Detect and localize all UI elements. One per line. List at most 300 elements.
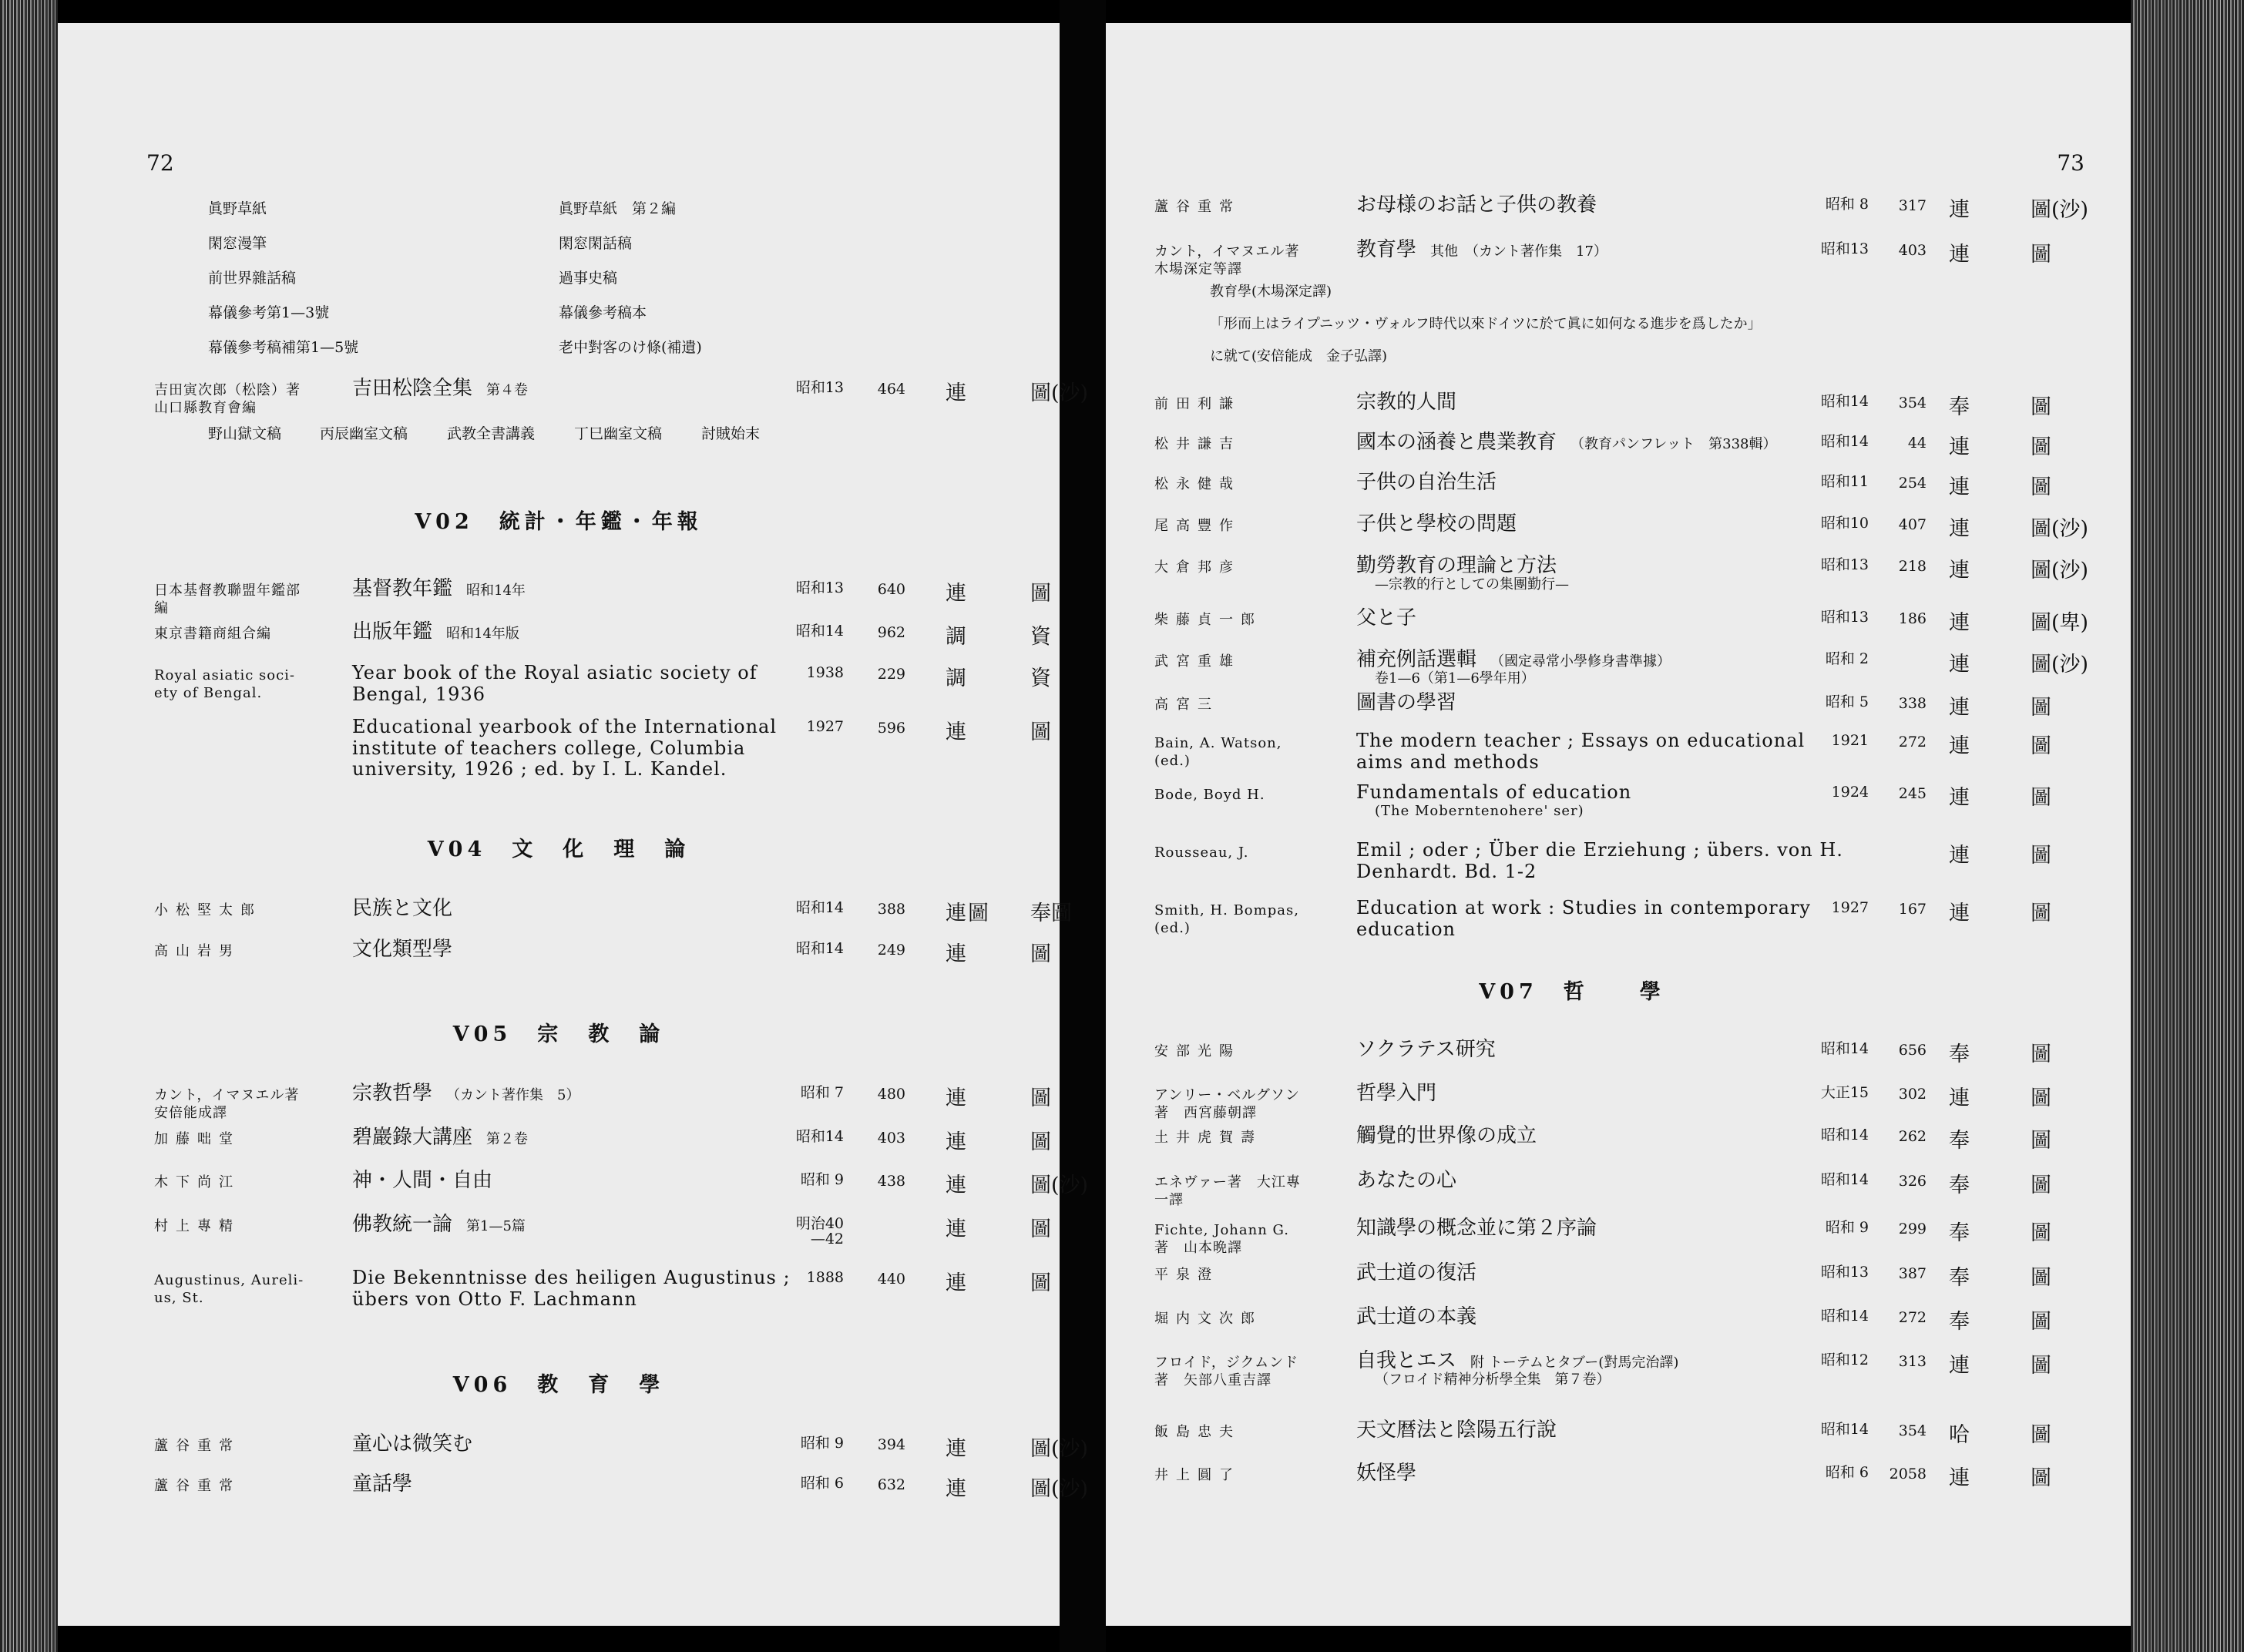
entry-year: 昭和 9 bbox=[800, 1435, 844, 1452]
entry-pages: 326 bbox=[1898, 1173, 1927, 1190]
entry-author: 尾高豐作 bbox=[1154, 518, 1241, 534]
entry-library-mark: 圖 bbox=[2031, 1174, 2051, 1197]
entry-year: 昭和 5 bbox=[1825, 693, 1869, 710]
entry-title bbox=[352, 1127, 830, 1149]
entry-subtitle: 卷1—6（第1—6學年用） bbox=[1375, 670, 1535, 687]
entry-author: 蘆谷重常 bbox=[154, 1478, 240, 1494]
entry-title bbox=[1356, 1306, 1849, 1328]
entry-library-mark: 圖(卑) bbox=[2031, 611, 2089, 635]
intro-line: 閑窓漫筆 bbox=[208, 235, 267, 252]
entry-year: 昭和 6 bbox=[800, 1475, 844, 1492]
entry-library-mark: 圖 bbox=[2031, 1043, 2051, 1066]
entry-library: 調 bbox=[946, 625, 968, 649]
entry-library: 連 bbox=[1949, 696, 1971, 720]
entry-year: 昭和14 bbox=[1820, 1171, 1869, 1188]
entry-library-mark: 圖(沙) bbox=[2031, 559, 2089, 583]
entry-library: 連 bbox=[1949, 611, 1971, 635]
entry-author: Smith, H. Bompas, (ed.) bbox=[1154, 902, 1299, 936]
entry-library: 連 bbox=[1949, 844, 1971, 868]
entry-library: 連 bbox=[1949, 435, 1971, 459]
entry-year: 昭和10 bbox=[1820, 515, 1869, 532]
entry-year: 昭和 2 bbox=[1825, 650, 1869, 667]
entry-year: 昭和11 bbox=[1820, 473, 1869, 490]
entry-title-text: Educational yearbook of the International institute of teachers college, Columbia university, 1926 ; ed. by I. L. Kandel. bbox=[352, 716, 778, 781]
entry-library: 連 bbox=[1949, 902, 1971, 925]
entry-note: 第４卷 bbox=[486, 382, 529, 398]
entry-author: 高宮三 bbox=[1154, 697, 1219, 713]
entry-library: 連 bbox=[1949, 243, 1971, 267]
section-heading-v06: V06 教 育 學 bbox=[452, 1373, 665, 1397]
entry-library-mark: 圖 bbox=[2031, 1423, 2051, 1447]
entry-author: 木下尚江 bbox=[154, 1174, 240, 1190]
entry-library: 連 bbox=[946, 1437, 968, 1461]
entry-title-text: 知識學の概念並に第２序論 bbox=[1356, 1217, 1597, 1240]
entry-title-text: 子供と學校の問題 bbox=[1356, 512, 1517, 536]
entry-pages: 632 bbox=[877, 1476, 905, 1493]
entry-title bbox=[1356, 555, 1849, 592]
entry-library: 連 bbox=[946, 1174, 968, 1197]
entry-title-text: 子供の自治生活 bbox=[1356, 471, 1497, 494]
entry-pages: 317 bbox=[1898, 197, 1927, 214]
yoshida-sub-item: 武教全書講義 bbox=[447, 425, 536, 442]
entry-title bbox=[352, 663, 830, 705]
section-heading-v07: V07 哲 學 bbox=[1479, 980, 1665, 1004]
entry-subtitle: (The Moberntenohere' ser) bbox=[1375, 802, 1584, 819]
entry-library: 連 bbox=[1949, 734, 1971, 758]
page-number: 72 bbox=[146, 150, 174, 176]
entry-title-text: 自我とエス bbox=[1356, 1349, 1457, 1372]
entry-pages: 262 bbox=[1898, 1128, 1927, 1145]
intro-line: 眞野草紙 第２編 bbox=[559, 200, 677, 217]
entry-title bbox=[1356, 1262, 1849, 1284]
entry-title-text: 碧巖錄大講座 bbox=[352, 1126, 473, 1149]
entry-library: 連 bbox=[946, 1217, 968, 1241]
entry-author: カント，イマヌエル著 木場深定等譯 bbox=[1154, 243, 1300, 277]
entry-author: 武宮重雄 bbox=[1154, 653, 1241, 670]
entry-year: 昭和14 bbox=[1820, 433, 1869, 450]
book-gutter bbox=[1060, 0, 1106, 1652]
entry-title-text: 宗教哲學 bbox=[352, 1082, 433, 1105]
entry-year: 1938 bbox=[806, 664, 844, 681]
entry-title bbox=[1356, 840, 1849, 882]
entry-author: 吉田寅次郎（松陰）著 山口縣教育會編 bbox=[154, 382, 301, 416]
entry-year: 昭和 8 bbox=[1825, 196, 1869, 213]
entry-title bbox=[1356, 607, 1849, 630]
entry-title-text: 觸覺的世界像の成立 bbox=[1356, 1124, 1537, 1147]
entry-library-mark: 圖 bbox=[2031, 1466, 2051, 1490]
entry-library: 哈 bbox=[1949, 1423, 1971, 1447]
entry-library-mark: 圖 bbox=[2031, 786, 2051, 810]
entry-library-mark: 圖 bbox=[1030, 1271, 1051, 1295]
entry-title bbox=[1356, 391, 1849, 414]
entry-year: 昭和13 bbox=[795, 579, 844, 596]
entry-pages: 313 bbox=[1898, 1353, 1927, 1370]
left-page bbox=[58, 23, 1089, 1626]
entry-author: Rousseau, J. bbox=[1154, 844, 1249, 861]
book-edge-left bbox=[0, 0, 58, 1652]
entry-pages: 387 bbox=[1898, 1265, 1927, 1282]
entry-title-text: 勤勞教育の理論と方法 bbox=[1356, 554, 1557, 577]
entry-library: 連 bbox=[1949, 1086, 1971, 1110]
entry-title-text: 哲學入門 bbox=[1356, 1082, 1437, 1105]
entry-note: （教育パンフレット 第338輯） bbox=[1570, 436, 1777, 452]
entry-title-text: 出版年鑑 bbox=[352, 620, 433, 643]
entry-library-mark: 圖 bbox=[2031, 435, 2051, 459]
entry-pages: 186 bbox=[1898, 610, 1927, 627]
entry-pages: 596 bbox=[877, 720, 905, 737]
entry-author: 前田利謙 bbox=[1154, 396, 1241, 412]
entry-title-text: Education at work : Studies in contemporary education bbox=[1356, 897, 1811, 940]
entry-library-mark: 圖 bbox=[1030, 942, 1051, 966]
entry-library: 奉 bbox=[1949, 1310, 1971, 1334]
intro-line: 閑窓閑話稿 bbox=[559, 235, 633, 252]
entry-library: 連 bbox=[1949, 1466, 1971, 1490]
entry-title-text: Year book of the Royal asiatic society of Bengal, 1936 bbox=[352, 662, 758, 705]
entry-author: Fichte, Johann G. 著 山本晩譯 bbox=[1154, 1222, 1289, 1256]
entry-title bbox=[352, 1214, 830, 1236]
entry-pages: 167 bbox=[1898, 901, 1927, 918]
entry-year: 1888 bbox=[806, 1269, 844, 1286]
entry-library-mark: 圖 bbox=[2031, 902, 2051, 925]
entry-author: フロイド，ジクムンド 著 矢部八重吉譯 bbox=[1154, 1355, 1299, 1388]
entry-title-text: 父と子 bbox=[1356, 606, 1417, 630]
entry-year: 昭和14 bbox=[795, 899, 844, 916]
entry-author: 蘆谷重常 bbox=[154, 1438, 240, 1454]
entry-pages: 388 bbox=[877, 901, 905, 918]
entry-library: 連 bbox=[946, 1130, 968, 1154]
entry-title-text: The modern teacher ; Essays on educational aims and methods bbox=[1356, 730, 1806, 773]
entry-author: 村上專精 bbox=[154, 1218, 240, 1234]
entry-title bbox=[352, 898, 830, 920]
entry-library: 連 bbox=[1949, 786, 1971, 810]
entry-pages: 394 bbox=[877, 1436, 905, 1453]
entry-title bbox=[1356, 730, 1849, 773]
entry-title-text: 武士道の本義 bbox=[1356, 1305, 1477, 1328]
entry-pages: 403 bbox=[877, 1130, 905, 1147]
entry-title bbox=[1356, 513, 1849, 536]
entry-year: 昭和13 bbox=[1820, 240, 1869, 257]
entry-author: 松井謙吉 bbox=[1154, 436, 1241, 452]
entry-title bbox=[1356, 898, 1849, 940]
yoshida-sub-item: 丙辰幽室文稿 bbox=[320, 425, 408, 442]
entry-library: 奉 bbox=[1949, 1221, 1971, 1245]
entry-pages: 229 bbox=[877, 666, 905, 683]
kant-note-line: に就て(安倍能成 金子弘譯) bbox=[1210, 348, 1388, 364]
entry-year: 昭和13 bbox=[1820, 556, 1869, 573]
entry-year: 1927 bbox=[1831, 899, 1869, 916]
entry-year: 昭和 7 bbox=[800, 1084, 844, 1101]
entry-title-text: 補充例話選輯 bbox=[1356, 648, 1477, 671]
intro-line: 眞野草紙 bbox=[208, 200, 267, 217]
entry-title-text: お母様のお話と子供の教養 bbox=[1356, 193, 1597, 217]
entry-library: 調 bbox=[946, 667, 968, 690]
entry-year: 昭和14 bbox=[1820, 1421, 1869, 1438]
entry-pages: 2058 bbox=[1889, 1466, 1927, 1482]
entry-author: 高山岩男 bbox=[154, 943, 240, 959]
entry-year: 1921 bbox=[1831, 732, 1869, 749]
yoshida-sub-item: 丁巳幽室文稿 bbox=[574, 425, 663, 442]
entry-pages: 272 bbox=[1898, 734, 1927, 750]
entry-year: 昭和14 bbox=[1820, 393, 1869, 410]
entry-title bbox=[352, 1473, 830, 1496]
intro-line: 幕儀參考稿補第1—5號 bbox=[208, 339, 359, 356]
entry-title-text: 圖書の學習 bbox=[1356, 691, 1457, 714]
entry-library-mark: 圖(沙) bbox=[1030, 1174, 1089, 1197]
entry-year: 昭和14 bbox=[795, 1128, 844, 1145]
entry-note: 第２卷 bbox=[486, 1131, 529, 1147]
entry-author: エネヴァー著 大江專 一譯 bbox=[1154, 1174, 1301, 1208]
entry-note: 其他 （カント著作集 17） bbox=[1430, 243, 1607, 260]
entry-library-mark: 資 bbox=[1030, 625, 1051, 649]
entry-author: 井上圓了 bbox=[1154, 1467, 1241, 1483]
entry-pages: 656 bbox=[1898, 1042, 1927, 1059]
entry-author: 日本基督教聯盟年鑑部編 bbox=[154, 583, 301, 616]
entry-title-text: ソクラテス研究 bbox=[1356, 1038, 1496, 1061]
entry-library-mark: 圖 bbox=[2031, 734, 2051, 758]
entry-year: 1927 bbox=[806, 718, 844, 735]
entry-author: Royal asiatic soci- ety of Bengal. bbox=[154, 667, 296, 701]
entry-library-mark: 圖 bbox=[1030, 1086, 1051, 1110]
entry-library-mark: 圖 bbox=[2031, 395, 2051, 419]
entry-title bbox=[352, 578, 830, 600]
entry-library: 連 bbox=[946, 1271, 968, 1295]
entry-library: 奉 bbox=[1949, 1174, 1971, 1197]
entry-title-text: 童心は微笑む bbox=[352, 1432, 473, 1456]
entry-library-mark: 圖(沙) bbox=[1030, 1437, 1089, 1461]
kant-note-line: 「形而上はライプニッツ・ヴォルフ時代以來ドイツに於て眞に如何なる進步を爲したか」 bbox=[1210, 316, 1762, 332]
entry-pages: 640 bbox=[877, 581, 905, 598]
entry-library: 連圖 bbox=[946, 902, 990, 925]
entry-library-mark: 圖 bbox=[2031, 1310, 2051, 1334]
entry-year: 昭和14 bbox=[1820, 1040, 1869, 1057]
entry-title-text: Emil ; oder ; Über die Erziehung ; übers. von H. Denhardt. Bd. 1-2 bbox=[1356, 839, 1843, 882]
entry-title bbox=[352, 1268, 830, 1310]
entry-title-text: 教育學 bbox=[1356, 238, 1417, 261]
entry-title bbox=[1356, 782, 1849, 819]
intro-line: 幕儀參考第1—3號 bbox=[208, 304, 330, 321]
entry-pages: 354 bbox=[1898, 1422, 1927, 1439]
entry-note: 昭和14年版 bbox=[446, 626, 519, 642]
entry-title-text: 民族と文化 bbox=[352, 897, 453, 920]
entry-pages: 272 bbox=[1898, 1309, 1927, 1326]
entry-pages: 338 bbox=[1898, 695, 1927, 712]
entry-title-text: Fundamentals of education bbox=[1356, 781, 1632, 803]
entry-library: 連 bbox=[946, 582, 968, 606]
intro-line: 前世界雜話稿 bbox=[208, 270, 297, 287]
entry-note: 第1—5篇 bbox=[466, 1218, 526, 1234]
entry-library: 奉 bbox=[1949, 1129, 1971, 1153]
entry-title bbox=[1356, 1217, 1849, 1240]
entry-year: 昭和14 bbox=[795, 940, 844, 957]
entry-title bbox=[1356, 692, 1849, 714]
entry-year: 昭和13 bbox=[1820, 609, 1869, 626]
entry-library-mark: 圖 bbox=[2031, 1086, 2051, 1110]
entry-title-text: 文化類型學 bbox=[352, 938, 453, 961]
entry-pages: 480 bbox=[877, 1086, 905, 1103]
entry-title-text: 宗教的人間 bbox=[1356, 391, 1457, 414]
book-edge-right bbox=[2131, 0, 2244, 1652]
intro-line: 老中對客のけ條(補遺) bbox=[559, 339, 702, 356]
entry-library: 奉 bbox=[1949, 1266, 1971, 1290]
entry-year: 明治40 —42 bbox=[795, 1215, 844, 1247]
entry-pages: 354 bbox=[1898, 395, 1927, 411]
entry-library-mark: 圖 bbox=[1030, 582, 1051, 606]
entry-library-mark: 資 bbox=[1030, 667, 1051, 690]
entry-pages: 245 bbox=[1898, 785, 1927, 802]
entry-title-text: あなたの心 bbox=[1356, 1169, 1457, 1192]
entry-year: 昭和 6 bbox=[1825, 1464, 1869, 1481]
entry-author: 柴藤貞一郎 bbox=[1154, 612, 1262, 628]
entry-year: 昭和13 bbox=[1820, 1264, 1869, 1281]
right-page bbox=[1106, 23, 2131, 1626]
entry-title-text: 吉田松陰全集 bbox=[352, 377, 473, 400]
entry-year: 昭和 9 bbox=[1825, 1219, 1869, 1236]
entry-pages: 254 bbox=[1898, 475, 1927, 492]
entry-title bbox=[1356, 194, 1849, 217]
entry-library-mark: 圖 bbox=[2031, 1129, 2051, 1153]
entry-library: 連 bbox=[1949, 653, 1971, 677]
entry-pages: 299 bbox=[1898, 1221, 1927, 1237]
entry-title bbox=[1356, 1125, 1849, 1147]
entry-library-mark: 圖 bbox=[2031, 1266, 2051, 1290]
entry-title-text: Die Bekenntnisse des heiligen Augustinus ; übers von Otto F. Lachmann bbox=[352, 1267, 791, 1310]
entry-author: 安部光陽 bbox=[1154, 1043, 1241, 1059]
entry-year: 1924 bbox=[1831, 784, 1869, 801]
entry-title-text: 神・人間・自由 bbox=[352, 1169, 493, 1192]
entry-author: カント，イマヌエル著 安倍能成譯 bbox=[154, 1087, 300, 1121]
kant-note-line: 教育學(木場深定譯) bbox=[1210, 284, 1332, 300]
entry-title-text: 國本の涵養と農業教育 bbox=[1356, 431, 1557, 454]
entry-title bbox=[1356, 1462, 1849, 1485]
entry-pages: 962 bbox=[877, 624, 905, 641]
entry-pages: 218 bbox=[1898, 558, 1927, 575]
entry-library-mark: 圖 bbox=[2031, 243, 2051, 267]
entry-title-text: 天文暦法と陰陽五行說 bbox=[1356, 1419, 1557, 1442]
entry-title bbox=[1356, 239, 1849, 261]
entry-author: 堀内文次郎 bbox=[1154, 1311, 1262, 1327]
section-heading-v02: V02 統計・年鑑・年報 bbox=[415, 510, 703, 534]
entry-year: 大正15 bbox=[1820, 1084, 1869, 1101]
entry-note: （國定尋常小學修身書準據） bbox=[1490, 653, 1671, 670]
yoshida-sub-item: 討賊始末 bbox=[701, 425, 761, 442]
entry-pages: 438 bbox=[877, 1173, 905, 1190]
entry-note: （カント著作集 5） bbox=[446, 1087, 580, 1103]
entry-year: 昭和13 bbox=[795, 379, 844, 396]
entry-subtitle: （フロイド精神分析學全集 第７卷） bbox=[1375, 1371, 1611, 1388]
entry-library-mark: 圖 bbox=[2031, 696, 2051, 720]
entry-library-mark: 圖 bbox=[2031, 475, 2051, 499]
entry-library-mark: 圖 bbox=[1030, 1217, 1051, 1241]
entry-title bbox=[1356, 1170, 1849, 1192]
entry-library: 連 bbox=[1949, 559, 1971, 583]
entry-title bbox=[352, 938, 830, 961]
entry-library: 連 bbox=[946, 720, 968, 744]
entry-pages: 403 bbox=[1898, 242, 1927, 259]
entry-author: 加藤咄堂 bbox=[154, 1131, 240, 1147]
entry-title bbox=[1356, 1419, 1849, 1442]
entry-library-mark: 圖 bbox=[1030, 1130, 1051, 1154]
entry-author: 東京書籍商組合編 bbox=[154, 626, 271, 642]
entry-title-text: 童話學 bbox=[352, 1472, 413, 1496]
entry-library-mark: 圖 bbox=[2031, 1354, 2051, 1378]
entry-note: 附 トーテムとタブー(對馬完治譯) bbox=[1470, 1355, 1679, 1371]
entry-title bbox=[1356, 1350, 1849, 1387]
entry-title bbox=[1356, 1083, 1849, 1105]
entry-author: 蘆谷重常 bbox=[1154, 199, 1241, 215]
entry-title bbox=[1356, 1039, 1849, 1061]
entry-title-text: 武士道の復活 bbox=[1356, 1261, 1477, 1284]
entry-library-mark: 圖 bbox=[2031, 844, 2051, 868]
entry-author: 平泉澄 bbox=[1154, 1267, 1219, 1283]
entry-subtitle: —宗教的行としての集團勤行— bbox=[1375, 576, 1569, 593]
entry-author: 松永健哉 bbox=[1154, 476, 1241, 492]
entry-library-mark: 圖 bbox=[1030, 720, 1051, 744]
entry-pages: 44 bbox=[1907, 435, 1927, 452]
entry-author: 土井虎賀壽 bbox=[1154, 1130, 1262, 1146]
section-heading-v05: V05 宗 教 論 bbox=[452, 1022, 665, 1046]
entry-title bbox=[352, 621, 830, 643]
intro-line: 過事史稿 bbox=[559, 270, 618, 287]
entry-year: 昭和 9 bbox=[800, 1171, 844, 1188]
entry-library: 連 bbox=[946, 1086, 968, 1110]
entry-pages: 407 bbox=[1898, 516, 1927, 533]
entry-author: 飯島忠夫 bbox=[1154, 1424, 1241, 1440]
entry-library: 奉 bbox=[1949, 1043, 1971, 1066]
entry-library-mark: 奉圖 bbox=[1030, 902, 1072, 925]
entry-title bbox=[352, 1083, 830, 1105]
entry-library: 連 bbox=[1949, 198, 1971, 222]
entry-pages: 464 bbox=[877, 381, 905, 398]
page-number: 73 bbox=[2057, 150, 2084, 176]
intro-line: 幕儀參考稿本 bbox=[559, 304, 647, 321]
entry-library-mark: 圖(沙) bbox=[2031, 653, 2089, 677]
entry-library: 奉 bbox=[1949, 395, 1971, 419]
entry-title-text: 妖怪學 bbox=[1356, 1462, 1417, 1485]
entry-year: 昭和14 bbox=[1820, 1308, 1869, 1325]
entry-pages: 302 bbox=[1898, 1086, 1927, 1103]
entry-title bbox=[352, 1433, 830, 1456]
entry-author: Augustinus, Aureli- us, St. bbox=[154, 1272, 304, 1306]
yoshida-sub-item: 野山獄文稿 bbox=[208, 425, 282, 442]
entry-title bbox=[1356, 472, 1849, 494]
entry-year: 昭和14 bbox=[1820, 1127, 1869, 1143]
entry-title bbox=[352, 717, 830, 781]
entry-author: 小松堅太郎 bbox=[154, 902, 262, 918]
entry-library: 連 bbox=[946, 942, 968, 966]
entry-title bbox=[1356, 649, 1849, 686]
entry-year: 昭和14 bbox=[795, 623, 844, 640]
entry-title bbox=[1356, 431, 1849, 454]
entry-author: Bain, A. Watson, (ed.) bbox=[1154, 735, 1282, 769]
entry-title bbox=[352, 1170, 830, 1192]
entry-title bbox=[352, 378, 830, 400]
section-heading-v04: V04 文 化 理 論 bbox=[427, 838, 690, 861]
entry-author: 大倉邦彦 bbox=[1154, 559, 1241, 576]
entry-title-text: 基督教年鑑 bbox=[352, 577, 453, 600]
entry-pages: 440 bbox=[877, 1271, 905, 1288]
entry-library: 連 bbox=[1949, 517, 1971, 541]
entry-note: 昭和14年 bbox=[466, 583, 526, 599]
entry-library: 連 bbox=[946, 381, 968, 405]
entry-library: 連 bbox=[1949, 475, 1971, 499]
entry-author: アンリー・ベルグソン 著 西宮藤朝譯 bbox=[1154, 1087, 1300, 1121]
entry-library: 連 bbox=[1949, 1354, 1971, 1378]
entry-library-mark: 圖(沙) bbox=[2031, 517, 2089, 541]
entry-library-mark: 圖(沙) bbox=[2031, 198, 2089, 222]
entry-title-text: 佛教統一論 bbox=[352, 1213, 453, 1236]
entry-year: 昭和12 bbox=[1820, 1351, 1869, 1368]
entry-library: 連 bbox=[946, 1477, 968, 1501]
